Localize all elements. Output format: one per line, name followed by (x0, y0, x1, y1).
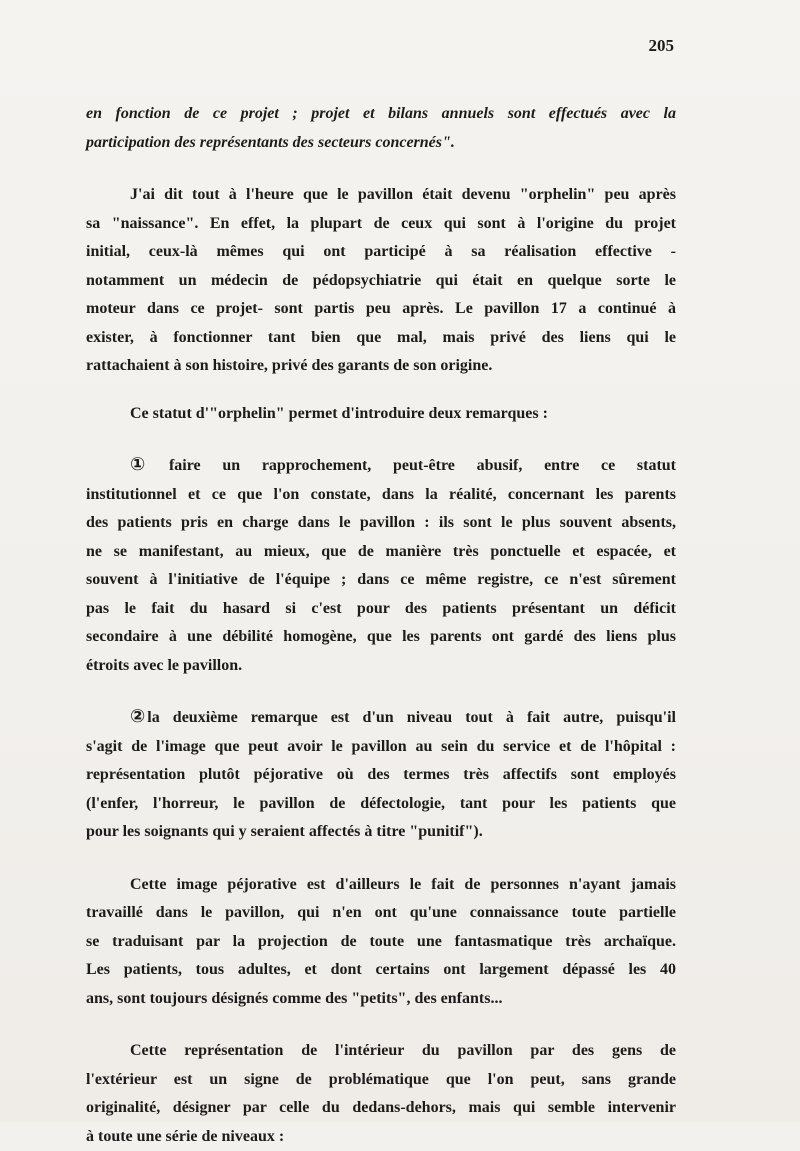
text-line: pour les soignants qui y seraient affectés à titre "punitif"). (86, 818, 676, 847)
text-line: originalité, désigner par celle du dedans-dehors, mais qui semble intervenir (86, 1094, 676, 1123)
paragraph-1 (86, 100, 676, 157)
text-line: pas le fait du hasard si c'est pour des patients présentant un déficit (86, 595, 676, 624)
text-line: en fonction de ce projet ; projet et bilans annuels sont effectués avec la (86, 100, 676, 129)
text-line: se traduisant par la projection de toute une fantasmatique très archaïque. (86, 928, 676, 957)
text-line: s'agit de l'image que peut avoir le pavillon au sein du service et de l'hôpital : (86, 733, 676, 762)
text-line: étroits avec le pavillon. (86, 652, 676, 681)
circled-number-two: ② (130, 708, 145, 726)
remark-2 (86, 704, 676, 847)
text-line: rattachaient à son histoire, privé des garants de son origine. (86, 352, 676, 381)
text-line: Les patients, tous adultes, et dont certains ont largement dépassé les 40 (86, 956, 676, 985)
text-line: Ce statut d'"orphelin" permet d'introduire deux remarques : (86, 400, 676, 429)
text-line: institutionnel et ce que l'on constate, dans la réalité, concernant les parents (86, 481, 676, 510)
text-line: (l'enfer, l'horreur, le pavillon de défectologie, tant pour les patients que (86, 790, 676, 819)
text-line: notamment un médecin de pédopsychiatrie qui était en quelque sorte le (86, 267, 676, 296)
paragraph-2 (86, 181, 676, 381)
text-line: moteur dans ce projet- sont partis peu après. Le pavillon 17 a continué à (86, 295, 676, 324)
paragraph-3 (86, 400, 676, 429)
text-line: travaillé dans le pavillon, qui n'en ont qu'une connaissance toute partielle (86, 899, 676, 928)
text-line (86, 704, 676, 733)
remark-2-first-line: la deuxième remarque est d'un niveau tout à fait autre, puisqu'il (147, 709, 676, 726)
text-line: ne se manifestant, au mieux, que de manière très ponctuelle et espacée, et (86, 538, 676, 567)
text-line: secondaire à une débilité homogène, que les parents ont gardé des liens plus (86, 623, 676, 652)
text-line: souvent à l'initiative de l'équipe ; dans ce même registre, ce n'est sûrement (86, 566, 676, 595)
text-line: initial, ceux-là mêmes qui ont participé à sa réalisation effective - (86, 238, 676, 267)
text-line: exister, à fonctionner tant bien que mal, mais privé des liens qui le (86, 324, 676, 353)
circled-number-one: ① (130, 456, 145, 474)
text-line: sa "naissance". En effet, la plupart de ceux qui sont à l'origine du projet (86, 210, 676, 239)
page-number: 205 (610, 36, 674, 56)
text-line: participation des représentants des secteurs concernés". (86, 129, 676, 158)
text-line: Cette image péjorative est d'ailleurs le fait de personnes n'ayant jamais (86, 871, 676, 900)
remark-1 (86, 452, 676, 680)
paragraph-6 (86, 871, 676, 1014)
text-line: J'ai dit tout à l'heure que le pavillon était devenu "orphelin" peu après (86, 181, 676, 210)
text-line: des patients pris en charge dans le pavillon : ils sont le plus souvent absents, (86, 509, 676, 538)
text-line: l'extérieur est un signe de problématique que l'on peut, sans grande (86, 1066, 676, 1095)
paragraph-7 (86, 1037, 676, 1151)
text-line: à toute une série de niveaux : (86, 1123, 676, 1151)
text-line: ans, sont toujours désignés comme des "petits", des enfants... (86, 985, 676, 1014)
text-line (86, 452, 676, 481)
remark-1-first-line: faire un rapprochement, peut-être abusif, entre ce statut (169, 457, 676, 474)
text-line: représentation plutôt péjorative où des termes très affectifs sont employés (86, 761, 676, 790)
text-line: Cette représentation de l'intérieur du pavillon par des gens de (86, 1037, 676, 1066)
body-text (86, 100, 676, 1151)
